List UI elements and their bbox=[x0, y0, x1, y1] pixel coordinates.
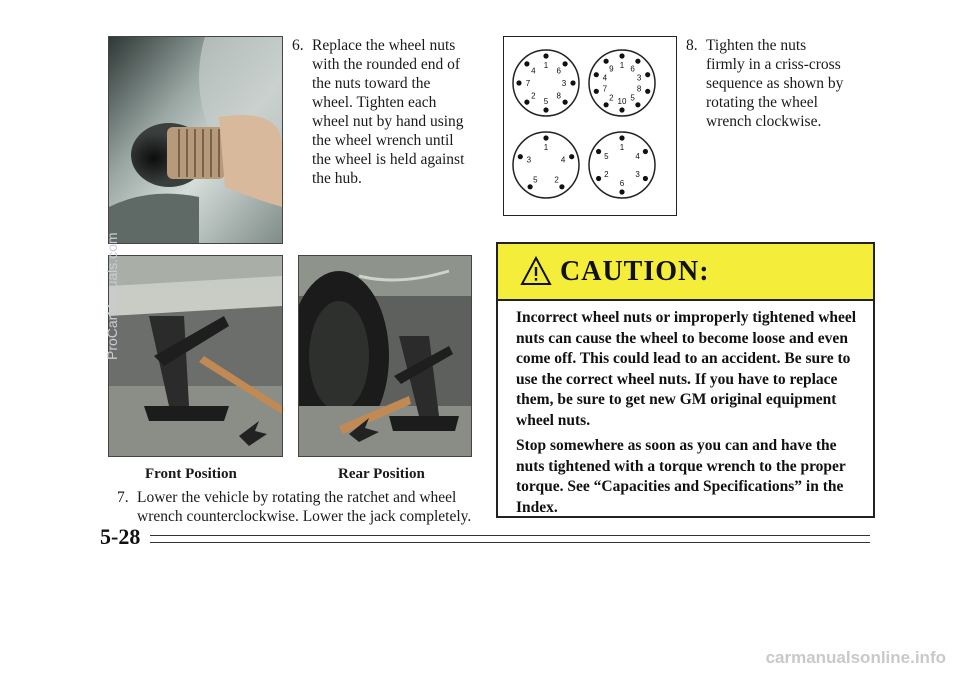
lug-wheel-rim bbox=[513, 132, 579, 198]
lug-nut-dot bbox=[635, 102, 640, 107]
lug-nut-dot bbox=[619, 107, 624, 112]
front-jack-photo bbox=[108, 255, 283, 457]
step-6-line: with the rounded end of bbox=[312, 56, 461, 73]
lug-nut-sequence-diagram bbox=[503, 36, 677, 216]
footer-rule bbox=[150, 535, 870, 543]
lug-nut-label: 4 bbox=[602, 73, 608, 83]
step-6 bbox=[292, 36, 492, 196]
lug-wheel bbox=[513, 50, 579, 116]
caution-body bbox=[516, 308, 861, 523]
lug-nut-label: 6 bbox=[619, 179, 625, 188]
lug-nut-dot bbox=[645, 89, 650, 94]
step-6-line: the hub. bbox=[312, 170, 362, 187]
lug-nut-dot bbox=[569, 154, 574, 159]
lug-nut-dot bbox=[563, 61, 568, 66]
step-6-line: wheel. Tighten each bbox=[312, 94, 437, 111]
lug-nut-label: 5 bbox=[630, 93, 635, 103]
lug-nut-dot bbox=[604, 102, 609, 107]
lug-nut-label: 3 bbox=[526, 155, 532, 165]
lug-nut-label: 3 bbox=[561, 79, 567, 88]
lug-nut-label: 1 bbox=[543, 143, 549, 152]
rear-position-caption: Rear Position bbox=[338, 466, 425, 482]
caution-header bbox=[498, 244, 873, 301]
step-7 bbox=[117, 488, 497, 528]
lug-nut-label: 2 bbox=[531, 91, 536, 101]
lug-nut-label: 6 bbox=[630, 64, 635, 74]
lug-nut-label: 2 bbox=[604, 170, 609, 179]
lug-nut-dot bbox=[594, 72, 599, 77]
step-7-line: wrench counterclockwise. Lower the jack completely. bbox=[137, 508, 472, 525]
step-6-line: wheel nut by hand using bbox=[312, 113, 464, 130]
lug-nut-dot bbox=[570, 80, 575, 85]
step-8 bbox=[686, 36, 866, 136]
lug-nut-label: 1 bbox=[619, 143, 625, 152]
step-8-line: Tighten the nuts bbox=[706, 37, 807, 54]
lug-nut-dot bbox=[619, 135, 624, 140]
lug-nut-label: 5 bbox=[533, 175, 538, 185]
lug-nut-label: 5 bbox=[543, 97, 549, 106]
lug-nut-label: 5 bbox=[604, 152, 609, 161]
rear-jack-photo bbox=[298, 255, 472, 457]
lug-nut-dot bbox=[559, 184, 564, 189]
step-6-line: Replace the wheel nuts bbox=[312, 37, 456, 54]
lug-nut-label: 9 bbox=[609, 64, 614, 74]
lug-nut-dot bbox=[543, 135, 548, 140]
lug-nut-dot bbox=[594, 89, 599, 94]
lug-nut-label: 6 bbox=[556, 66, 561, 76]
lug-nut-dot bbox=[524, 61, 529, 66]
step-8-line: wrench clockwise. bbox=[706, 113, 822, 130]
lug-nut-label: 1 bbox=[619, 61, 625, 70]
lug-nut-label: 4 bbox=[635, 152, 640, 161]
lug-nut-dot bbox=[619, 189, 624, 194]
front-position-caption: Front Position bbox=[145, 466, 237, 482]
step-7-number: 7. bbox=[117, 489, 129, 506]
caution-paragraph: Stop somewhere as soon as you can and have the nuts tightened with a torque wrench to the proper torque. See “Capacities and Specifications” in the Index. bbox=[516, 437, 846, 516]
lug-nut-label: 2 bbox=[609, 93, 614, 103]
lug-nut-label: 4 bbox=[560, 155, 566, 165]
lug-nut-dot bbox=[635, 59, 640, 64]
lug-nut-dot bbox=[619, 53, 624, 58]
lug-nut-dot bbox=[643, 149, 648, 154]
lug-nut-dot bbox=[516, 80, 521, 85]
lug-nut-dot bbox=[596, 176, 601, 181]
lug-nut-label: 8 bbox=[556, 91, 561, 101]
step-6-line: the wheel is held against bbox=[312, 151, 465, 168]
lug-nut-dot bbox=[604, 59, 609, 64]
lug-nut-dot bbox=[543, 53, 548, 58]
lug-wheel bbox=[513, 132, 579, 198]
step-8-line: rotating the wheel bbox=[706, 94, 818, 111]
lug-nut-label: 1 bbox=[543, 61, 549, 70]
step-6-line: the wheel wrench until bbox=[312, 132, 454, 149]
lug-nut-dot bbox=[543, 107, 548, 112]
lug-nut-label: 7 bbox=[602, 84, 608, 94]
lug-nut-label: 4 bbox=[531, 66, 536, 76]
lug-nut-label: 3 bbox=[636, 73, 642, 83]
side-watermark: ProCarManuals.com bbox=[104, 232, 120, 360]
step-8-number: 8. bbox=[686, 37, 698, 54]
lug-nut-dot bbox=[563, 100, 568, 105]
step-6-number: 6. bbox=[292, 37, 304, 54]
lug-nut-label: 7 bbox=[525, 79, 531, 88]
caution-paragraph: Incorrect wheel nuts or improperly tightened wheel nuts can cause the wheel to become loose and even come off. This could lead to an accident. Be sure to use the correct wheel nuts. If you have to replace them, be sure to get new GM original equipment wheel nuts. bbox=[516, 309, 857, 429]
lug-wheel bbox=[589, 50, 655, 116]
bottom-watermark: carmanualsonline.info bbox=[765, 648, 946, 667]
lug-nut-dot bbox=[528, 184, 533, 189]
caution-box bbox=[496, 242, 875, 518]
lug-nut-label: 8 bbox=[636, 84, 642, 94]
lug-wheel-rim bbox=[589, 50, 655, 116]
lug-wheel-rim bbox=[589, 132, 655, 198]
lug-nut-dot bbox=[645, 72, 650, 77]
lug-wheel bbox=[589, 132, 655, 198]
step-6-line: the nuts toward the bbox=[312, 75, 431, 92]
caution-title: CAUTION: bbox=[560, 256, 710, 287]
step-8-line: firmly in a criss-cross bbox=[706, 56, 841, 73]
lug-nut-label: 10 bbox=[617, 97, 627, 106]
wheel-nut-photo bbox=[108, 36, 283, 244]
step-7-line: Lower the vehicle by rotating the ratchet and wheel bbox=[137, 489, 457, 506]
page-number: 5-28 bbox=[100, 524, 141, 549]
lug-nut-label: 2 bbox=[554, 175, 559, 185]
lug-nut-label: 3 bbox=[635, 170, 640, 179]
lug-nut-dot bbox=[643, 176, 648, 181]
lug-nut-dot bbox=[524, 100, 529, 105]
lug-wheel-rim bbox=[513, 50, 579, 116]
warning-triangle-icon bbox=[520, 256, 552, 286]
lug-nut-dot bbox=[518, 154, 523, 159]
lug-nut-dot bbox=[596, 149, 601, 154]
step-8-line: sequence as shown by bbox=[706, 75, 844, 92]
lug-diagram-svg bbox=[504, 37, 676, 215]
